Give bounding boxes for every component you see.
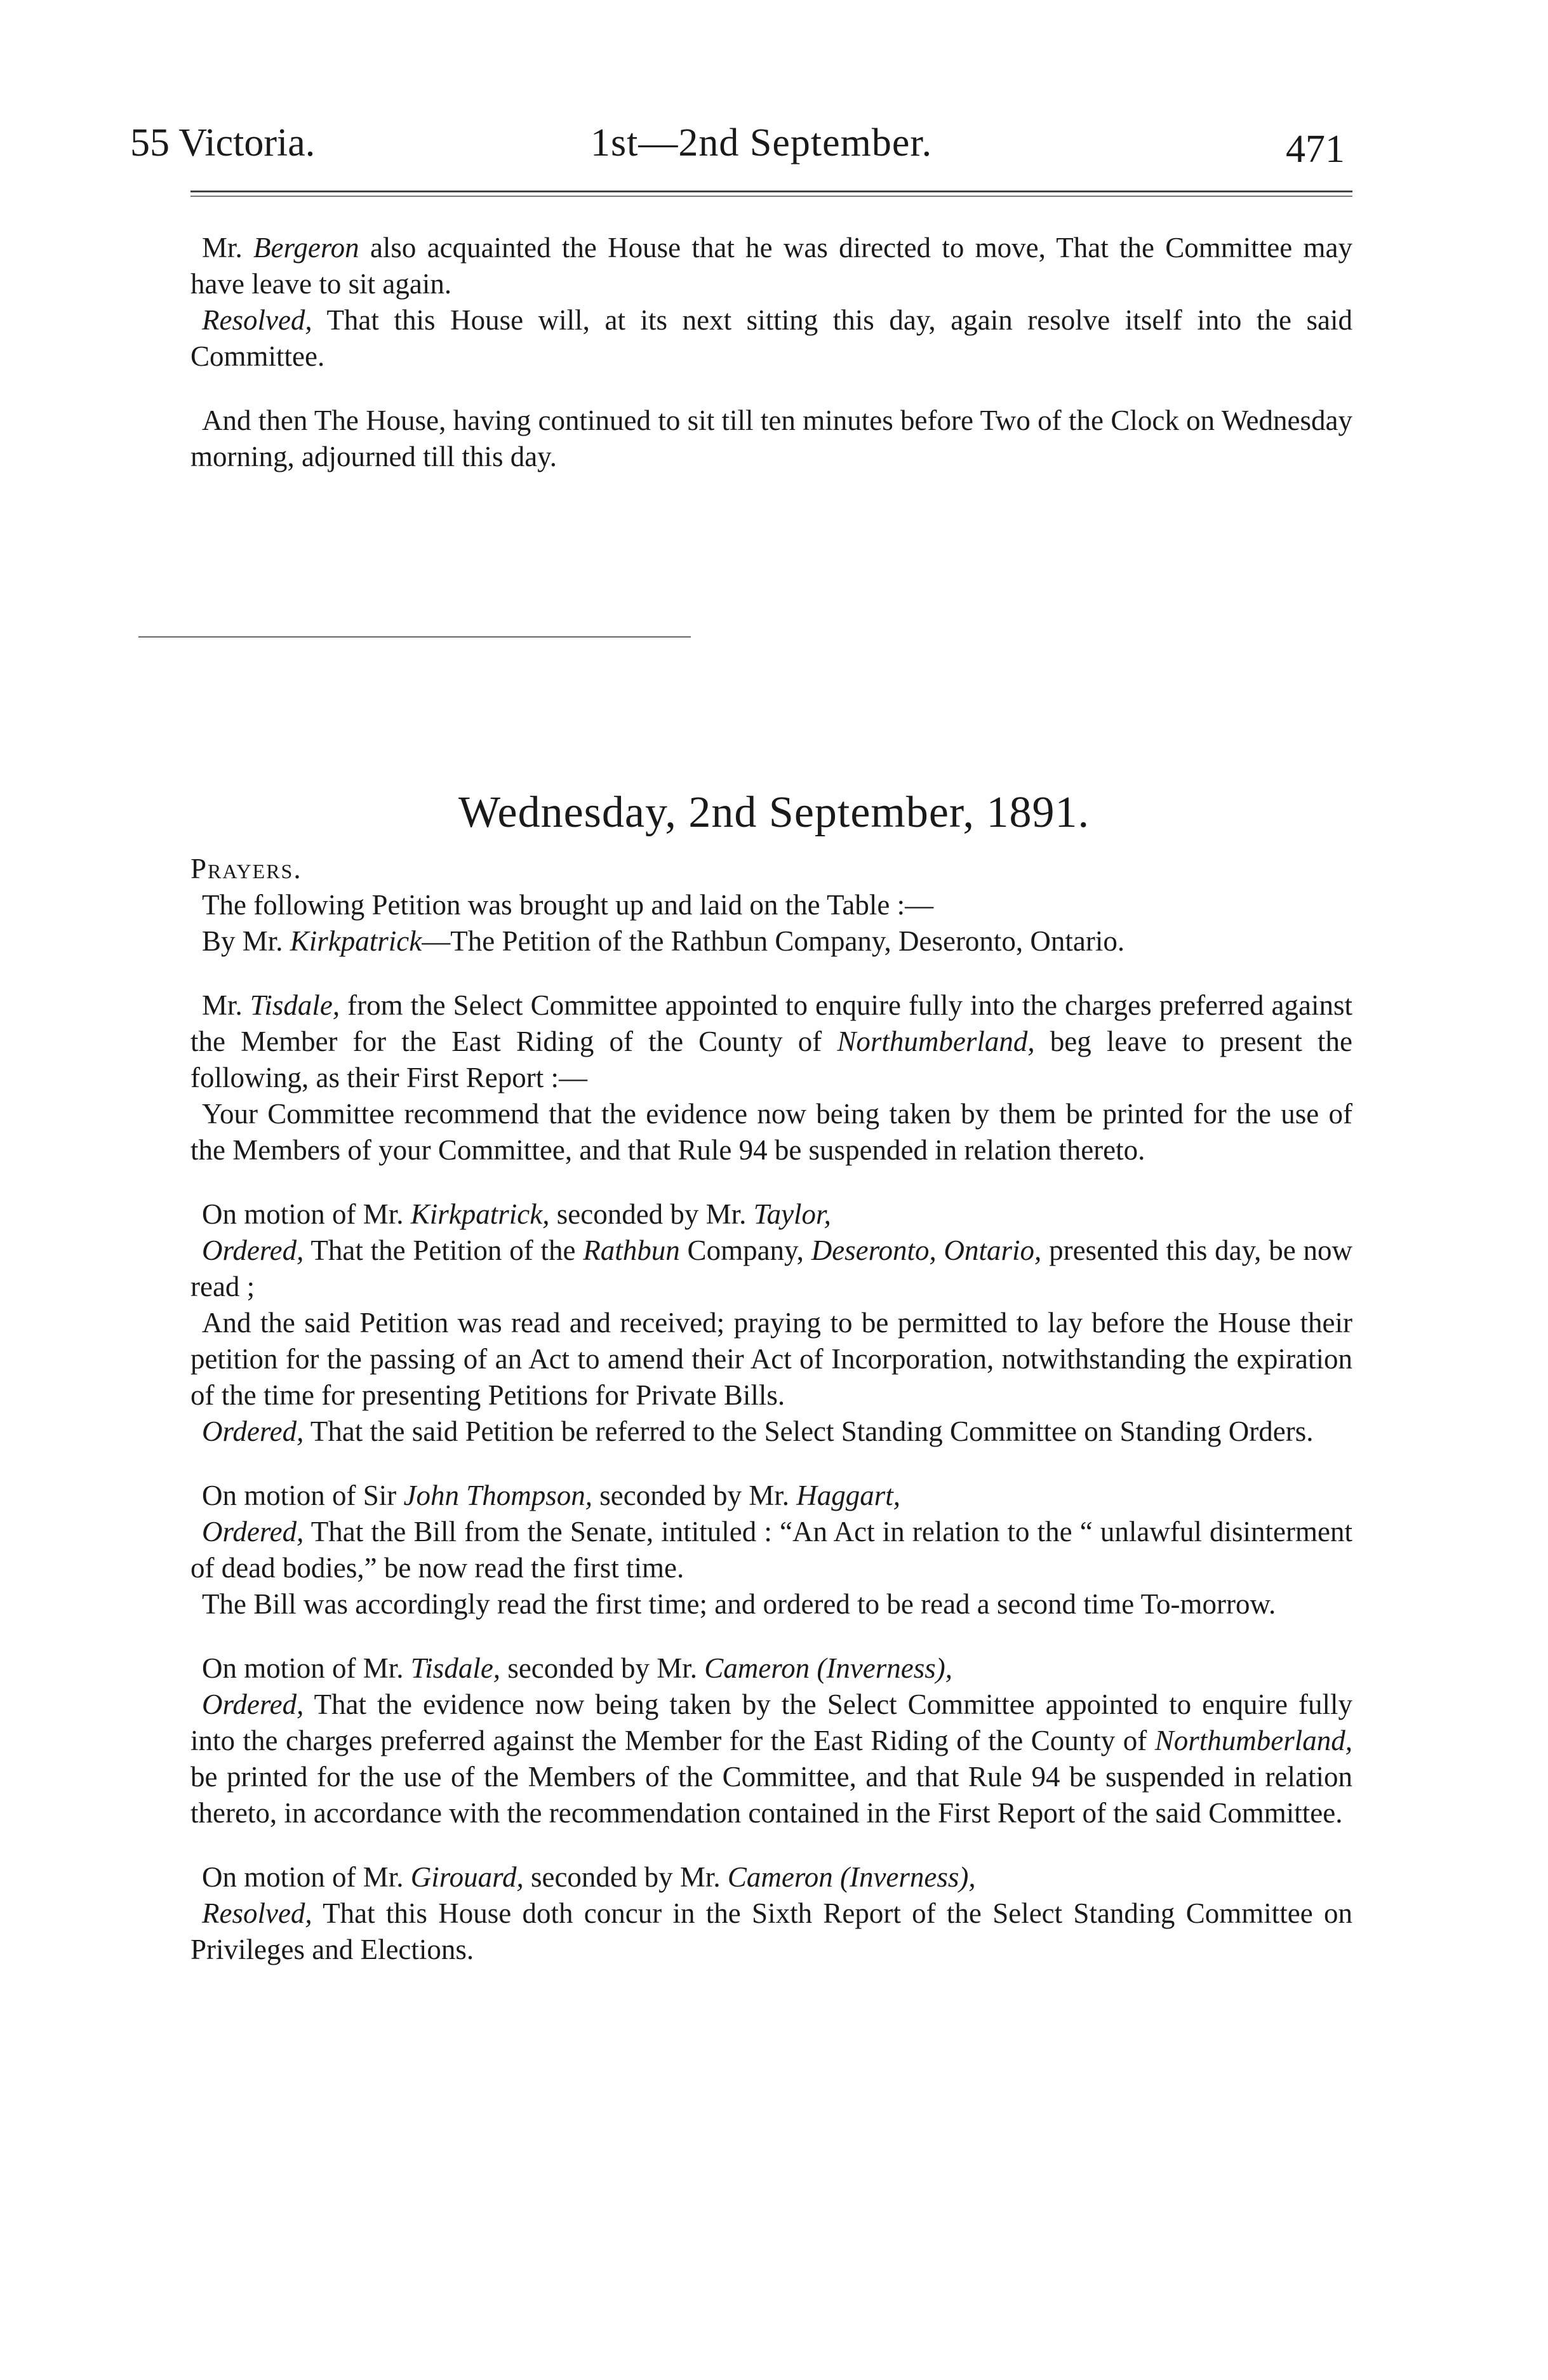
page-number: 471 [1286, 128, 1345, 171]
order-petition-read: Ordered, That the Petition of the Rathbun Company, Deseronto, Ontario, presented this day, be now read ; [190, 1234, 1352, 1302]
day-proceedings [190, 851, 1352, 1968]
header-dates: 1st—2nd September. [591, 121, 933, 164]
header-rule [190, 191, 1352, 197]
order-evidence-printed: Ordered, That the evidence now being taken by the Select Committee appointed to enquire fully into the charges preferred against the Member for the East Riding of the County of Northumberland, be printed for the use of the Members of the Committee, and that Rule 94 be suspended in relation thereto, in accordance with the recommendation contained in the First Report of the said Committee. [190, 1688, 1352, 1829]
petition-received: And the said Petition was read and received; praying to be permitted to lay before the House their petition for the passing of an Act to amend their Act of Incorporation, notwithstanding the expiration of the time for presenting Petitions for Private Bills. [190, 1307, 1352, 1411]
first-report-recommendation: Your Committee recommend that the evidence now being taken by them be printed for the use of the Members of your Committee, and that Rule 94 be suspended in relation thereto. [190, 1098, 1352, 1166]
order-petition-referred: Ordered, That the said Petition be referred to the Select Standing Committee on Standing Orders. [202, 1415, 1314, 1447]
prayers-heading: Prayers. [190, 853, 302, 885]
paragraph-committee-leave: Mr. Bergeron also acquainted the House that he was directed to move, That the Committee may have leave to sit again. [190, 232, 1352, 300]
motion-tisdale-header: On motion of Mr. Tisdale, seconded by Mr. Cameron (Inverness), [202, 1652, 953, 1684]
paragraph-adjournment: And then The House, having continued to sit till ten minutes before Two of the Clock on Wednesday morning, adjourned till this day. [190, 404, 1352, 472]
order-senate-bill: Ordered, That the Bill from the Senate, intituled : “An Act in relation to the “ unlawful disinterment of dead bodies,” be now read the first time. [190, 1516, 1352, 1584]
motion-kirkpatrick-header: On motion of Mr. Kirkpatrick, seconded by Mr. Taylor, [202, 1198, 831, 1230]
resolved-sixth-report: Resolved, That this House doth concur in the Sixth Report of the Select Standing Committee on Privileges and Elections. [190, 1897, 1352, 1965]
paragraph-resolved: Resolved, That this House will, at its next sitting this day, again resolve itself into the said Committee. [190, 304, 1352, 372]
petitions-intro: The following Petition was brought up and laid on the Table :— [202, 889, 934, 921]
session-label: 55 Victoria. [130, 121, 316, 164]
continued-proceedings [190, 230, 1352, 475]
motion-thompson-header: On motion of Sir John Thompson, seconded by Mr. Haggart, [202, 1480, 900, 1511]
first-report-presentation: Mr. Tisdale, from the Select Committee appointed to enquire fully into the charges preferred against the Member for the East Riding of the County of Northumberland, beg leave to present the following, as their First Report :— [190, 989, 1353, 1093]
section-divider [138, 636, 691, 638]
day-heading: Wednesday, 2nd September, 1891. [458, 788, 1090, 837]
motion-girouard-header: On motion of Mr. Girouard, seconded by Mr. Cameron (Inverness), [202, 1861, 976, 1893]
petition-entry: By Mr. Kirkpatrick—The Petition of the Rathbun Company, Deseronto, Ontario. [202, 925, 1125, 957]
running-header [0, 102, 1548, 171]
bill-first-reading: The Bill was accordingly read the first time; and ordered to be read a second time To-morrow. [202, 1588, 1276, 1620]
